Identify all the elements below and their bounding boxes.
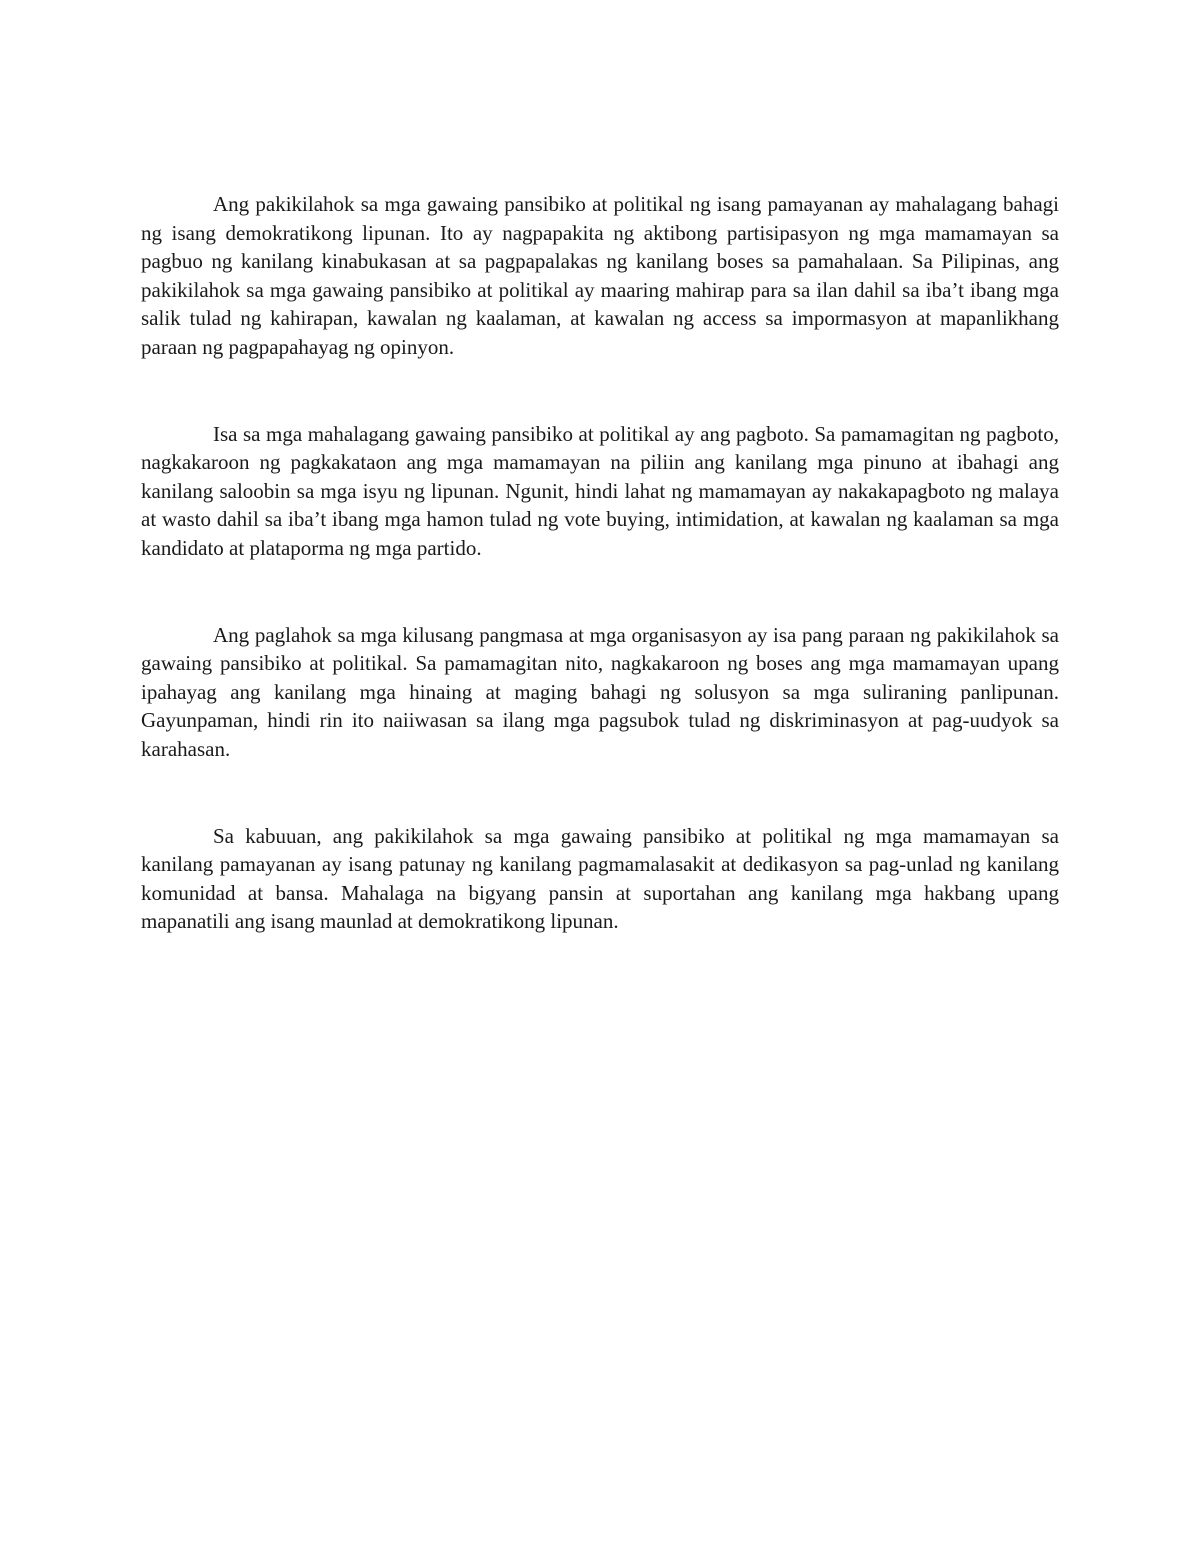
- paragraph-4: Sa kabuuan, ang pakikilahok sa mga gawaing pansibiko at politikal ng mga mamamayan sa kanilang pamayanan ay isang patunay ng kanilang pagmamalasakit at dedikasyon sa pag-unlad ng kanilang komunidad at bansa. Mahalaga na bigyang pansin at suportahan ang kanilang mga hakbang upang mapanatili ang isang maunlad at demokratikong lipunan.: [141, 823, 1059, 934]
- paragraph-1: Ang pakikilahok sa mga gawaing pansibiko at politikal ng isang pamayanan ay mahalagang bahagi ng isang demokratikong lipunan. Ito ay nagpapakita ng aktibong partisipasyon ng mga mamamayan sa pagbuo ng kanilang kinabukasan at sa pagpapalakas ng kanilang boses sa pamahalaan. Sa Pilipinas, ang pakikilahok sa mga gawaing pansibiko at politikal ay maaring mahirap para sa ilan dahil sa iba’t ibang mga salik tulad ng kahirapan, kawalan ng kaalaman, at kawalan ng access sa impormasyon at mapanlikhang paraan ng pagpapahayag ng opinyon.: [141, 192, 1059, 359]
- paragraph-3: Ang paglahok sa mga kilusang pangmasa at mga organisasyon ay isa pang paraan ng pakikilahok sa gawaing pansibiko at politikal. Sa pamamagitan nito, nagkakaroon ng boses ang mga mamamayan upang ipahayag ang kanilang mga hinaing at maging bahagi ng solusyon sa mga suliraning panlipunan. Gayunpaman, hindi rin ito naiiwasan sa ilang mga pagsubok tulad ng diskriminasyon at pag-uudyok sa karahasan.: [141, 622, 1059, 761]
- paragraph-2: Isa sa mga mahalagang gawaing pansibiko at politikal ay ang pagboto. Sa pamamagitan ng pagboto, nagkakaroon ng pagkakataon ang mga mamamayan na piliin ang kanilang mga pinuno at ibahagi ang kanilang saloobin sa mga isyu ng lipunan. Ngunit, hindi lahat ng mamamayan ay nakakapagboto ng malaya at wasto dahil sa iba’t ibang mga hamon tulad ng vote buying, intimidation, at kawalan ng kaalaman sa mga kandidato at plataporma ng mga partido.: [141, 421, 1059, 560]
- document-body: [141, 190, 1059, 994]
